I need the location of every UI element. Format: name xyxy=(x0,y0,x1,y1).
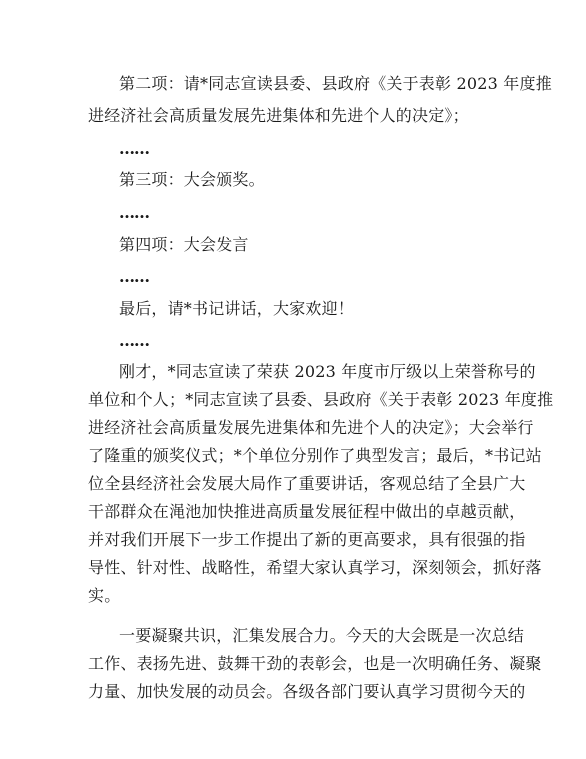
summary-line-4: 了隆重的颁奖仪式；*个单位分别作了典型发言；最后，*书记站 xyxy=(88,446,542,465)
point1-line-3: 力量、加快发展的动员会。各级各部门要认真学习贯彻今天的 xyxy=(88,682,526,701)
item2-line-1: 第二项：请*同志宣读县委、县政府《关于表彰 2023 年度推 xyxy=(119,74,552,93)
summary-line-3: 进经济社会高质量发展先进集体和先进个人的决定》；大会举行 xyxy=(88,418,534,437)
summary-line-1: 刚才，*同志宣读了荣获 2023 年度市厅级以上荣誉称号的 xyxy=(119,362,536,381)
point1-line-1: 一要凝聚共识，汇集发展合力。今天的大会既是一次总结 xyxy=(119,626,525,645)
ellipsis-1: …… xyxy=(119,139,149,158)
point1-line-2: 工作、表扬先进、鼓舞干劲的表彰会，也是一次明确任务、凝聚 xyxy=(88,654,542,673)
summary-line-9: 实。 xyxy=(88,586,121,605)
item3-line: 第三项：大会颁奖。 xyxy=(119,170,265,189)
summary-line-8: 导性、针对性、战略性，希望大家认真学习，深刻领会，抓好落 xyxy=(88,558,542,577)
ellipsis-3: …… xyxy=(119,267,149,286)
item2-line-2: 进经济社会高质量发展先进集体和先进个人的决定》； xyxy=(88,106,469,125)
closing-line: 最后，请*书记讲话，大家欢迎！ xyxy=(119,299,355,318)
ellipsis-2: …… xyxy=(119,203,149,222)
summary-line-2: 单位和个人；*同志宣读了县委、县政府《关于表彰 2023 年度推 xyxy=(88,390,554,409)
summary-line-6: 干部群众在渑池加快推进高质量发展征程中做出的卓越贡献， xyxy=(88,502,526,521)
ellipsis-4: …… xyxy=(119,331,149,350)
summary-line-5: 位全县经济社会发展大局作了重要讲话，客观总结了全县广大 xyxy=(88,474,526,493)
item4-line: 第四项：大会发言 xyxy=(119,235,249,254)
summary-line-7: 并对我们开展下一步工作提出了新的更高要求，具有很强的指 xyxy=(88,530,526,549)
